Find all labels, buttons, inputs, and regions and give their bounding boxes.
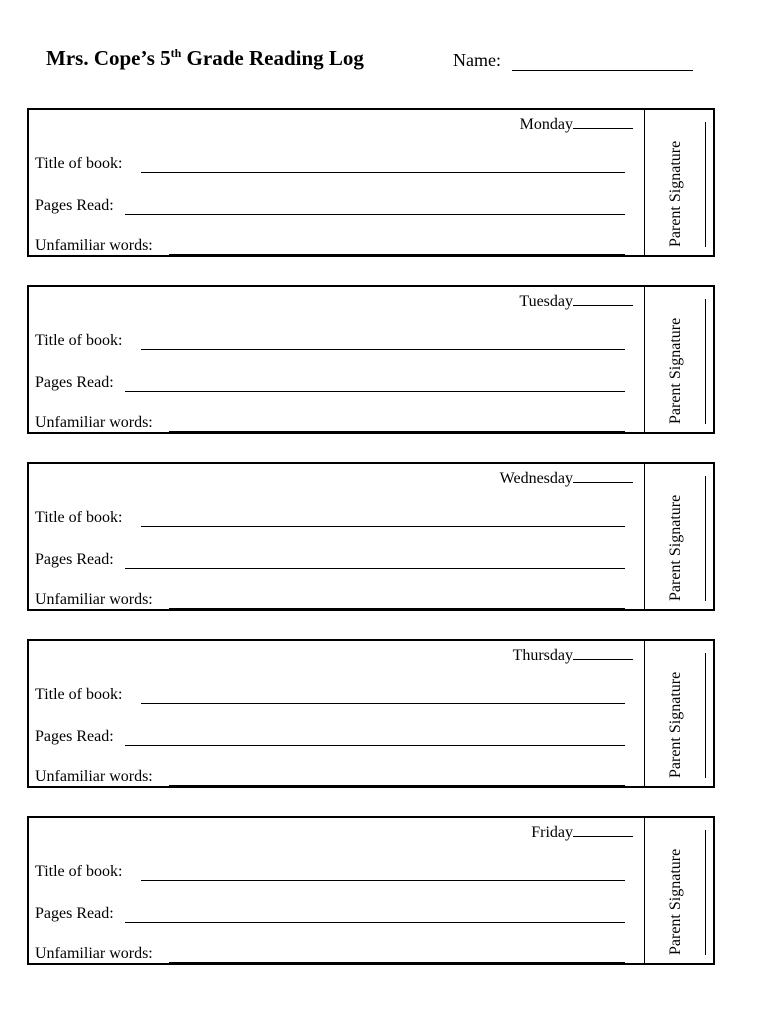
title-label: Title of book: [35, 863, 123, 880]
pages-label: Pages Read: [35, 551, 114, 568]
entry-wednesday [27, 462, 715, 611]
parent-signature-line[interactable] [705, 299, 706, 424]
title-label: Title of book: [35, 686, 123, 703]
title-field[interactable] [141, 349, 625, 350]
pages-field[interactable] [125, 922, 625, 923]
date-blank[interactable] [573, 291, 633, 306]
name-label: Name: [453, 50, 501, 70]
words-field[interactable] [169, 608, 625, 609]
title-label: Title of book: [35, 509, 123, 526]
pages-field[interactable] [125, 391, 625, 392]
entry-monday [27, 108, 715, 257]
words-field[interactable] [169, 254, 625, 255]
date-blank[interactable] [573, 822, 633, 837]
parent-signature-line[interactable] [705, 653, 706, 778]
parent-signature-label: Parent Signature [667, 494, 684, 601]
parent-signature-line[interactable] [705, 476, 706, 601]
name-field[interactable] [512, 70, 693, 71]
date-blank[interactable] [573, 114, 633, 129]
title-field[interactable] [141, 172, 625, 173]
page-title: Mrs. Cope’s 5th Grade Reading Log [46, 46, 364, 70]
words-field[interactable] [169, 962, 625, 963]
parent-signature-label: Parent Signature [667, 848, 684, 955]
pages-field[interactable] [125, 568, 625, 569]
title-label: Title of book: [35, 155, 123, 172]
parent-signature-box[interactable] [645, 641, 713, 786]
day-label: Thursday [513, 645, 633, 665]
words-label: Unfamiliar words: [35, 414, 153, 431]
title-field[interactable] [141, 880, 625, 881]
day-label: Tuesday [519, 291, 633, 311]
parent-signature-box[interactable] [645, 287, 713, 432]
pages-field[interactable] [125, 214, 625, 215]
words-label: Unfamiliar words: [35, 237, 153, 254]
parent-signature-label: Parent Signature [667, 140, 684, 247]
date-blank[interactable] [573, 645, 633, 660]
pages-field[interactable] [125, 745, 625, 746]
parent-signature-box[interactable] [645, 818, 713, 963]
parent-signature-label: Parent Signature [667, 671, 684, 778]
title-label: Title of book: [35, 332, 123, 349]
page-header [0, 0, 770, 100]
entry-friday [27, 816, 715, 965]
words-label: Unfamiliar words: [35, 768, 153, 785]
parent-signature-box[interactable] [645, 464, 713, 609]
pages-label: Pages Read: [35, 197, 114, 214]
words-label: Unfamiliar words: [35, 591, 153, 608]
title-field[interactable] [141, 703, 625, 704]
title-field[interactable] [141, 526, 625, 527]
pages-label: Pages Read: [35, 905, 114, 922]
parent-signature-line[interactable] [705, 830, 706, 955]
pages-label: Pages Read: [35, 374, 114, 391]
pages-label: Pages Read: [35, 728, 114, 745]
words-field[interactable] [169, 785, 625, 786]
words-label: Unfamiliar words: [35, 945, 153, 962]
parent-signature-line[interactable] [705, 122, 706, 247]
day-label: Wednesday [500, 468, 633, 488]
parent-signature-label: Parent Signature [667, 317, 684, 424]
words-field[interactable] [169, 431, 625, 432]
parent-signature-box[interactable] [645, 110, 713, 255]
entry-tuesday [27, 285, 715, 434]
entry-thursday [27, 639, 715, 788]
day-label: Friday [531, 822, 633, 842]
date-blank[interactable] [573, 468, 633, 483]
day-label: Monday [520, 114, 633, 134]
